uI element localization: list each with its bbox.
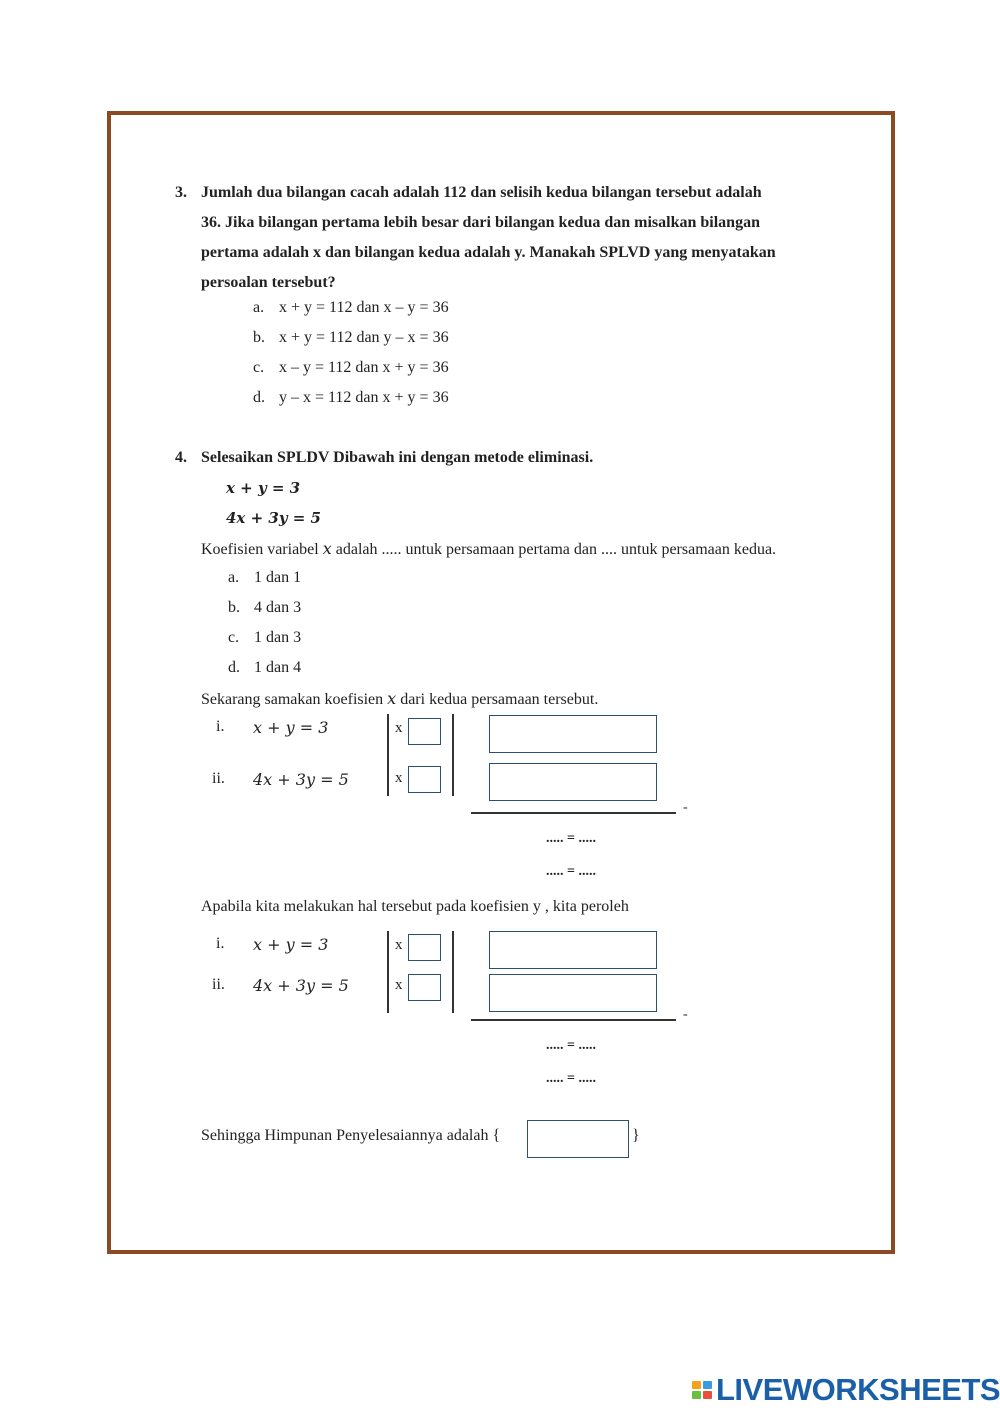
logo-square-4: [703, 1391, 712, 1399]
solution-brace-close: }: [632, 1127, 640, 1144]
block-y-result-input-2[interactable]: [489, 974, 657, 1012]
block-y-multiplier-input-2[interactable]: [408, 974, 441, 1001]
block-x-multiply-sign-1: x: [395, 720, 403, 736]
liveworksheets-icon: [692, 1381, 712, 1399]
question-3-line-3: pertama adalah x dan bilangan kedua adalah y. Manakah SPLVD yang menyatakan: [201, 244, 776, 261]
system-equation-1: x + y = 3: [226, 479, 301, 497]
q3-option-a[interactable]: [253, 299, 449, 317]
equalize-x-instruction: [201, 689, 598, 709]
block-y-left-bar: [387, 931, 389, 1013]
block-y-minus-sign: -: [683, 1007, 688, 1022]
block-y-roman-2: ii.: [212, 976, 225, 993]
q3-option-d[interactable]: [253, 389, 449, 407]
block-y-result-line-2: ..... = .....: [546, 1071, 596, 1086]
equalize-y-instruction: Apabila kita melakukan hal tersebut pada koefisien y , kita peroleh: [201, 898, 629, 915]
logo-square-1: [692, 1381, 701, 1389]
question-3-line-4: persoalan tersebut?: [201, 274, 336, 291]
q4-option-label: d.: [228, 659, 240, 676]
equalize-variable: x: [387, 689, 397, 708]
block-x-multiply-sign-2: x: [395, 770, 403, 786]
question-3-number: 3.: [175, 184, 187, 201]
block-y-right-bar: [452, 931, 454, 1013]
logo-square-2: [703, 1381, 712, 1389]
block-y-equation-2: 4x + 3y = 5: [253, 976, 349, 995]
liveworksheets-brand-text: LIVEWORKSHEETS: [716, 1372, 1000, 1407]
q3-option-text: y – x = 112 dan x + y = 36: [279, 389, 449, 406]
block-x-equation-1: x + y = 3: [253, 718, 329, 737]
block-y-result-input-1[interactable]: [489, 931, 657, 969]
q3-option-label: d.: [253, 389, 265, 406]
block-x-roman-2: ii.: [212, 770, 225, 787]
q4-option-text: 4 dan 3: [254, 599, 302, 616]
question-4-title-text: Selesaikan SPLDV Dibawah ini dengan metode eliminasi.: [201, 449, 594, 466]
q3-option-text: x + y = 112 dan y – x = 36: [279, 329, 449, 346]
q3-option-text: x + y = 112 dan x – y = 36: [279, 299, 449, 316]
q4-option-c[interactable]: [228, 629, 301, 647]
block-x-subtraction-line: [471, 812, 676, 814]
block-x-multiplier-input-2[interactable]: [408, 766, 441, 793]
q4-option-text: 1 dan 1: [254, 569, 302, 586]
block-x-left-bar: [387, 714, 389, 796]
block-y-roman-1: i.: [216, 935, 225, 952]
solution-brace-open: {: [492, 1127, 501, 1144]
q4-option-text: 1 dan 3: [254, 629, 302, 646]
q3-option-label: a.: [253, 299, 265, 316]
coefficient-variable: x: [322, 539, 332, 558]
block-x-result-line-1: ..... = .....: [546, 831, 596, 846]
block-x-result-input-2[interactable]: [489, 763, 657, 801]
question-4-title: [175, 449, 593, 467]
block-x-roman-1: i.: [216, 718, 225, 735]
block-x-multiplier-input-1[interactable]: [408, 718, 441, 745]
q4-option-b[interactable]: [228, 599, 301, 617]
liveworksheets-logo: [692, 1372, 1000, 1408]
solution-set-text: Sehingga Himpunan Penyelesaiannya adalah: [201, 1127, 489, 1144]
q4-option-a[interactable]: [228, 569, 301, 587]
q3-option-text: x – y = 112 dan x + y = 36: [279, 359, 449, 376]
question-3-line-2: 36. Jika bilangan pertama lebih besar dari bilangan kedua dan misalkan bilangan: [201, 214, 760, 231]
block-x-right-bar: [452, 714, 454, 796]
q3-option-label: c.: [253, 359, 265, 376]
block-x-result-input-1[interactable]: [489, 715, 657, 753]
coefficient-question: [201, 539, 776, 559]
block-y-subtraction-line: [471, 1019, 676, 1021]
solution-set-input[interactable]: [527, 1120, 629, 1158]
question-3-text: [175, 178, 825, 298]
block-y-multiply-sign-1: x: [395, 937, 403, 953]
equalize-suffix: dari kedua persamaan tersebut.: [400, 691, 599, 708]
q3-option-c[interactable]: [253, 359, 449, 377]
block-y-multiply-sign-2: x: [395, 977, 403, 993]
logo-square-3: [692, 1391, 701, 1399]
block-y-equation-1: x + y = 3: [253, 935, 329, 954]
q4-option-label: a.: [228, 569, 240, 586]
coefficient-suffix: adalah ..... untuk persamaan pertama dan .... untuk persamaan kedua.: [335, 541, 777, 558]
q3-option-b[interactable]: [253, 329, 449, 347]
question-3-line-1: Jumlah dua bilangan cacah adalah 112 dan selisih kedua bilangan tersebut adalah: [201, 184, 762, 201]
block-x-equation-2: 4x + 3y = 5: [253, 770, 349, 789]
equalize-prefix: Sekarang samakan koefisien: [201, 691, 384, 708]
block-y-result-line-1: ..... = .....: [546, 1038, 596, 1053]
q4-option-d[interactable]: [228, 659, 301, 677]
block-x-result-line-2: ..... = .....: [546, 864, 596, 879]
q3-option-label: b.: [253, 329, 265, 346]
q4-option-label: c.: [228, 629, 240, 646]
block-y-multiplier-input-1[interactable]: [408, 934, 441, 961]
q4-option-text: 1 dan 4: [254, 659, 302, 676]
question-4-number: 4.: [175, 449, 187, 466]
system-equation-2: 4x + 3y = 5: [226, 509, 321, 527]
block-x-minus-sign: -: [683, 800, 688, 815]
solution-set-label: [201, 1127, 500, 1145]
coefficient-prefix: Koefisien variabel: [201, 541, 319, 558]
q4-option-label: b.: [228, 599, 240, 616]
